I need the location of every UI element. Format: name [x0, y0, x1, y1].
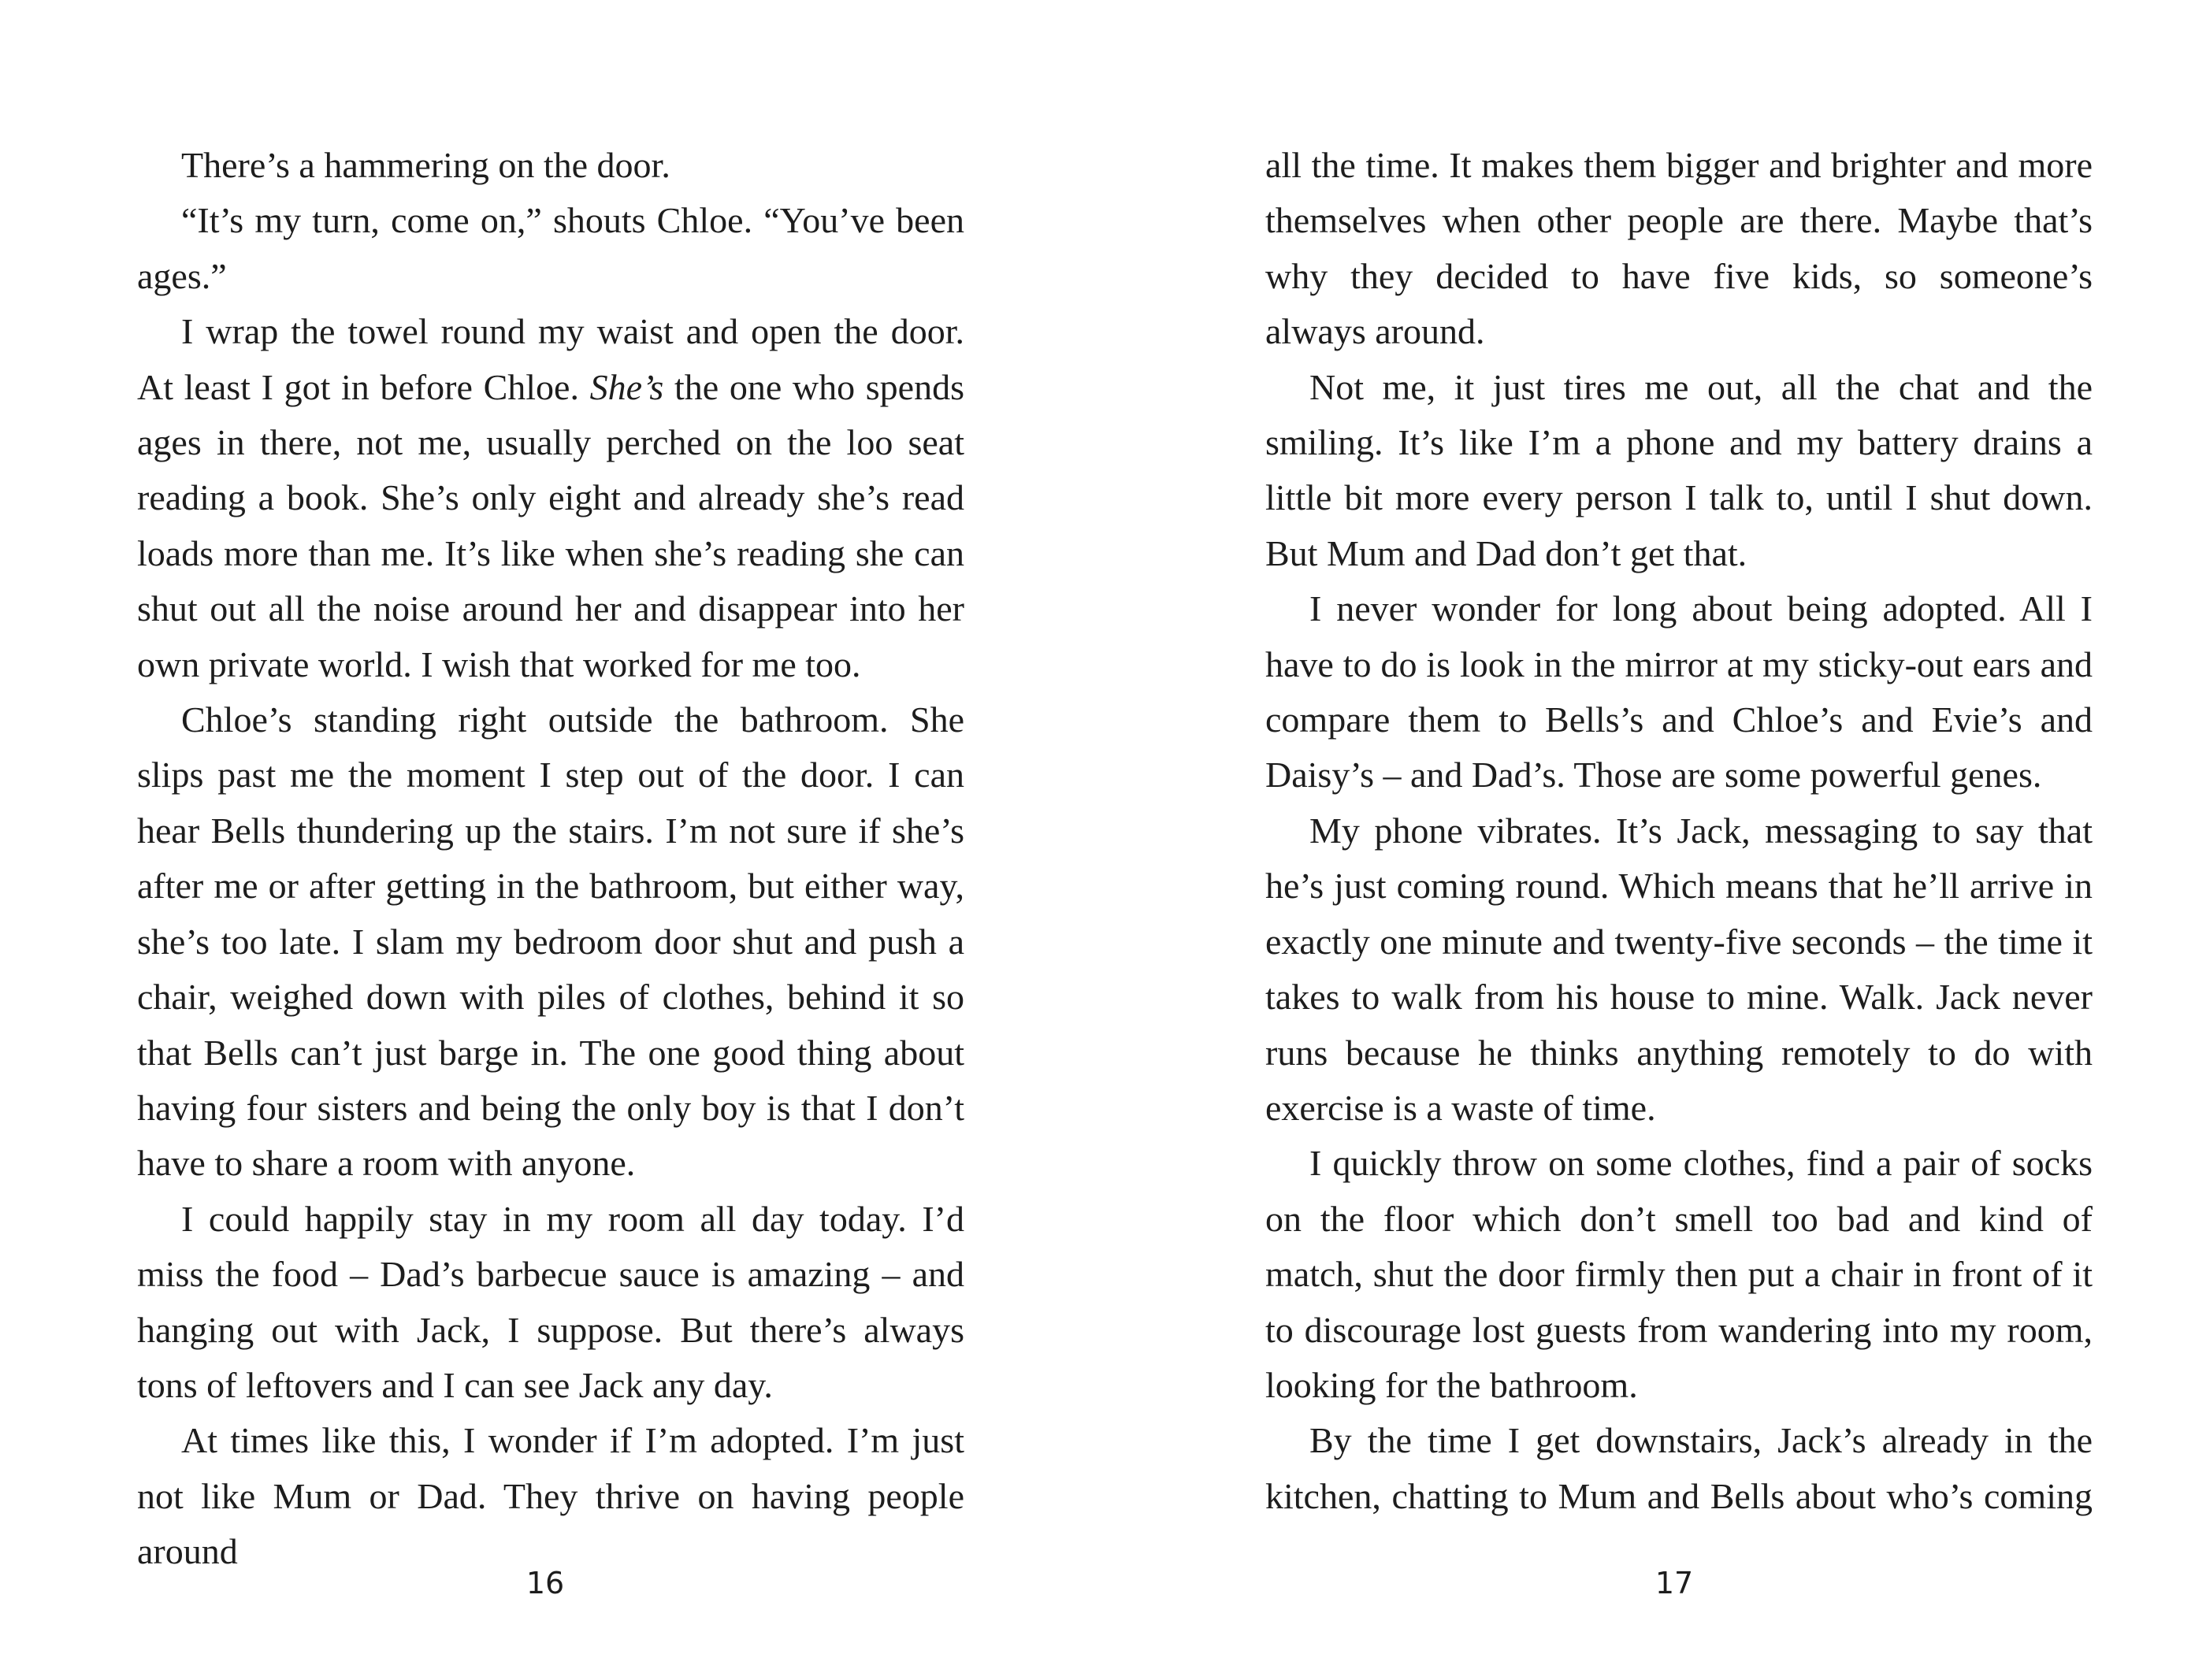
italic-word: She’s: [589, 366, 664, 407]
paragraph: all the time. It makes them bigger and brighter and more themselves when other people are there. Maybe that’s why they decided to have five kids, so someone’s always around.: [1265, 145, 2093, 352]
paragraph: By the time I get downstairs, Jack’s already in the kitchen, chatting to Mum and Bells about who’s coming: [1265, 1420, 2093, 1516]
paragraph: My phone vibrates. It’s Jack, messaging to say that he’s just coming round. Which means that he’ll arrive in exactly one minute and twenty-five seconds – the time it takes to walk from his house to mine. Walk. Jack never runs because he thinks anything remotely to do with exercise is a waste of time.: [1265, 810, 2093, 1128]
paragraph: [137, 304, 964, 692]
left-page: [137, 138, 964, 1580]
page-number: 16: [526, 1566, 565, 1600]
paragraph: I never wonder for long about being adopted. All I have to do is look in the mirror at my sticky-out ears and compare them to Bells’s and Chloe’s and Evie’s and Daisy’s – and Dad’s. Those are some powerful genes.: [1265, 588, 2093, 795]
paragraph: At times like this, I wonder if I’m adopted. I’m just not like Mum or Dad. They thrive on having people around: [137, 1420, 964, 1572]
paragraph-text: I wrap the towel round my waist and open the door. At least I got in before Chloe.: [137, 311, 964, 407]
paragraph: “It’s my turn, come on,” shouts Chloe. “You’ve been ages.”: [137, 200, 964, 296]
right-page: [1265, 138, 2093, 1524]
paragraph: I quickly throw on some clothes, find a pair of socks on the floor which don’t smell too bad and kind of match, shut the door firmly then put a chair in front of it to discourage lost guests from wandering into my room, looking for the bathroom.: [1265, 1143, 2093, 1405]
paragraph: Chloe’s standing right outside the bathroom. She slips past me the moment I step out of the door. I can hear Bells thundering up the stairs. I’m not sure if she’s after me or after getting in the bathroom, but either way, she’s too late. I slam my bedroom door shut and push a chair, weighed down with piles of clothes, behind it so that Bells can’t just barge in. The one good thing about having four sisters and being the only boy is that I don’t have to share a room with anyone.: [137, 699, 964, 1184]
paragraph: Not me, it just tires me out, all the chat and the smiling. It’s like I’m a phone and my battery drains a little bit more every person I talk to, until I shut down. But Mum and Dad don’t get that.: [1265, 366, 2093, 573]
paragraph-text: the one who spends ages in there, not me, usually perched on the loo seat reading a book. She’s only eight and already she’s read loads more than me. It’s like when she’s reading she can shut out all the noise around her and disappear into her own private world. I wish that worked for me too.: [137, 366, 964, 684]
paragraph: There’s a hammering on the door.: [181, 145, 670, 185]
page-number: 17: [1654, 1566, 1694, 1600]
paragraph: I could happily stay in my room all day today. I’d miss the food – Dad’s barbecue sauce is amazing – and hanging out with Jack, I suppose. But there’s always tons of leftovers and I can see Jack any day.: [137, 1198, 964, 1405]
